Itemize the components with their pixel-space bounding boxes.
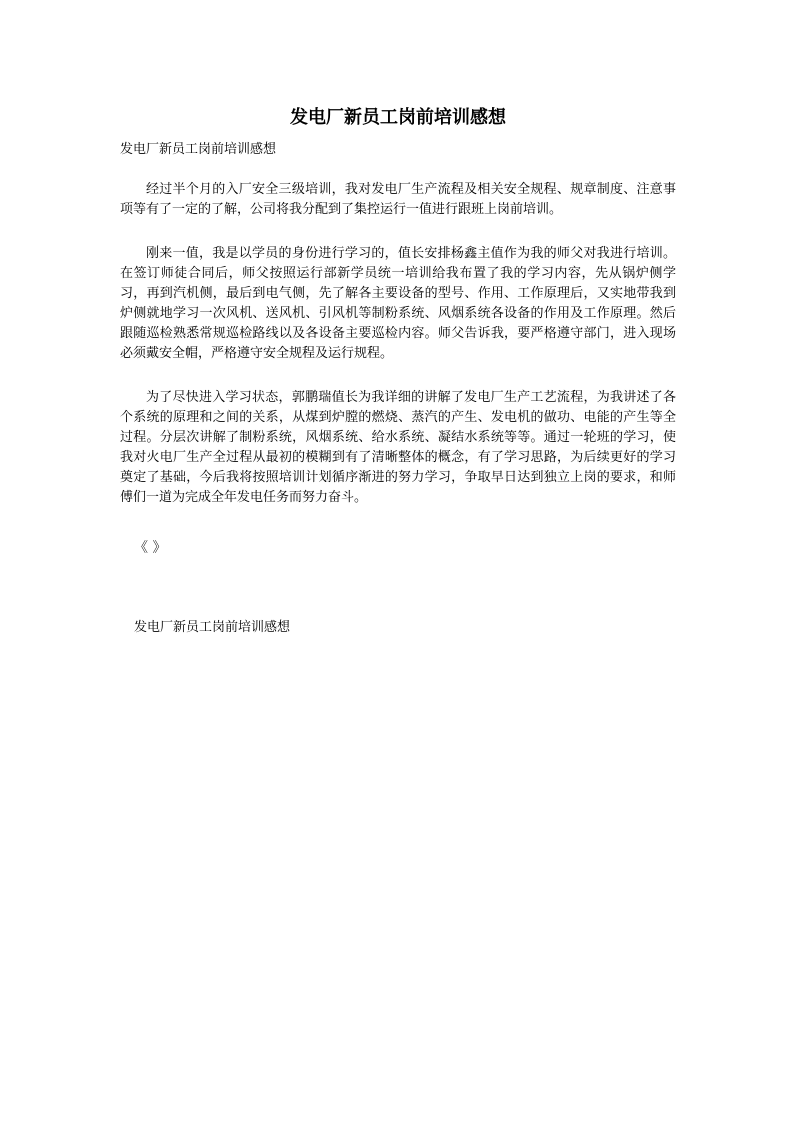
- document-subtitle: 发电厂新员工岗前培训感想: [120, 142, 277, 157]
- document-title: 发电厂新员工岗前培训感想: [290, 107, 506, 128]
- angle-quote-marks: 《 》: [134, 540, 167, 556]
- paragraph-2: 刚来一值，我是以学员的身份进行学习的，值长安排杨鑫主值作为我的师父对我进行培训。在签订师徒合同后，师父按照运行部新学员统一培训给我布置了我的学习内容，先从锅炉侧学习，再到汽机侧，最后到电气侧，先了解各主要设备的型号、作用、工作原理后，又实地带我到炉侧就地学习一次风机、送风机、引风机等制粉系统、风烟系统各设备的作用及工作原理。然后跟随巡检熟悉常规巡检路线以及各设备主要巡检内容。师父告诉我，要严格遵守部门，进入现场必须戴安全帽，严格遵守安全规程及运行规程。: [120, 246, 676, 361]
- document-body: [120, 180, 676, 532]
- footer-title: 发电厂新员工岗前培训感想: [134, 620, 291, 635]
- paragraph-1: 经过半个月的入厂安全三级培训，我对发电厂生产流程及相关安全规程、规章制度、注意事项等有了一定的了解，公司将我分配到了集控运行一值进行跟班上岗前培训。: [120, 182, 676, 217]
- paragraph-3: 为了尽快进入学习状态，郭鹏瑞值长为我详细的讲解了发电厂生产工艺流程，为我讲述了各个系统的原理和之间的关系，从煤到炉膛的燃烧、蒸汽的产生、发电机的做功、电能的产生等全过程。分层次讲解了制粉系统，风烟系统、给水系统、凝结水系统等等。通过一轮班的学习，使我对火电厂生产全过程从最初的模糊到有了清晰整体的概念，有了学习思路，为后续更好的学习奠定了基础，今后我将按照培训计划循序渐进的努力学习，争取早日达到独立上岗的要求，和师傅们一道为完成全年发电任务而努力奋斗。: [120, 390, 676, 505]
